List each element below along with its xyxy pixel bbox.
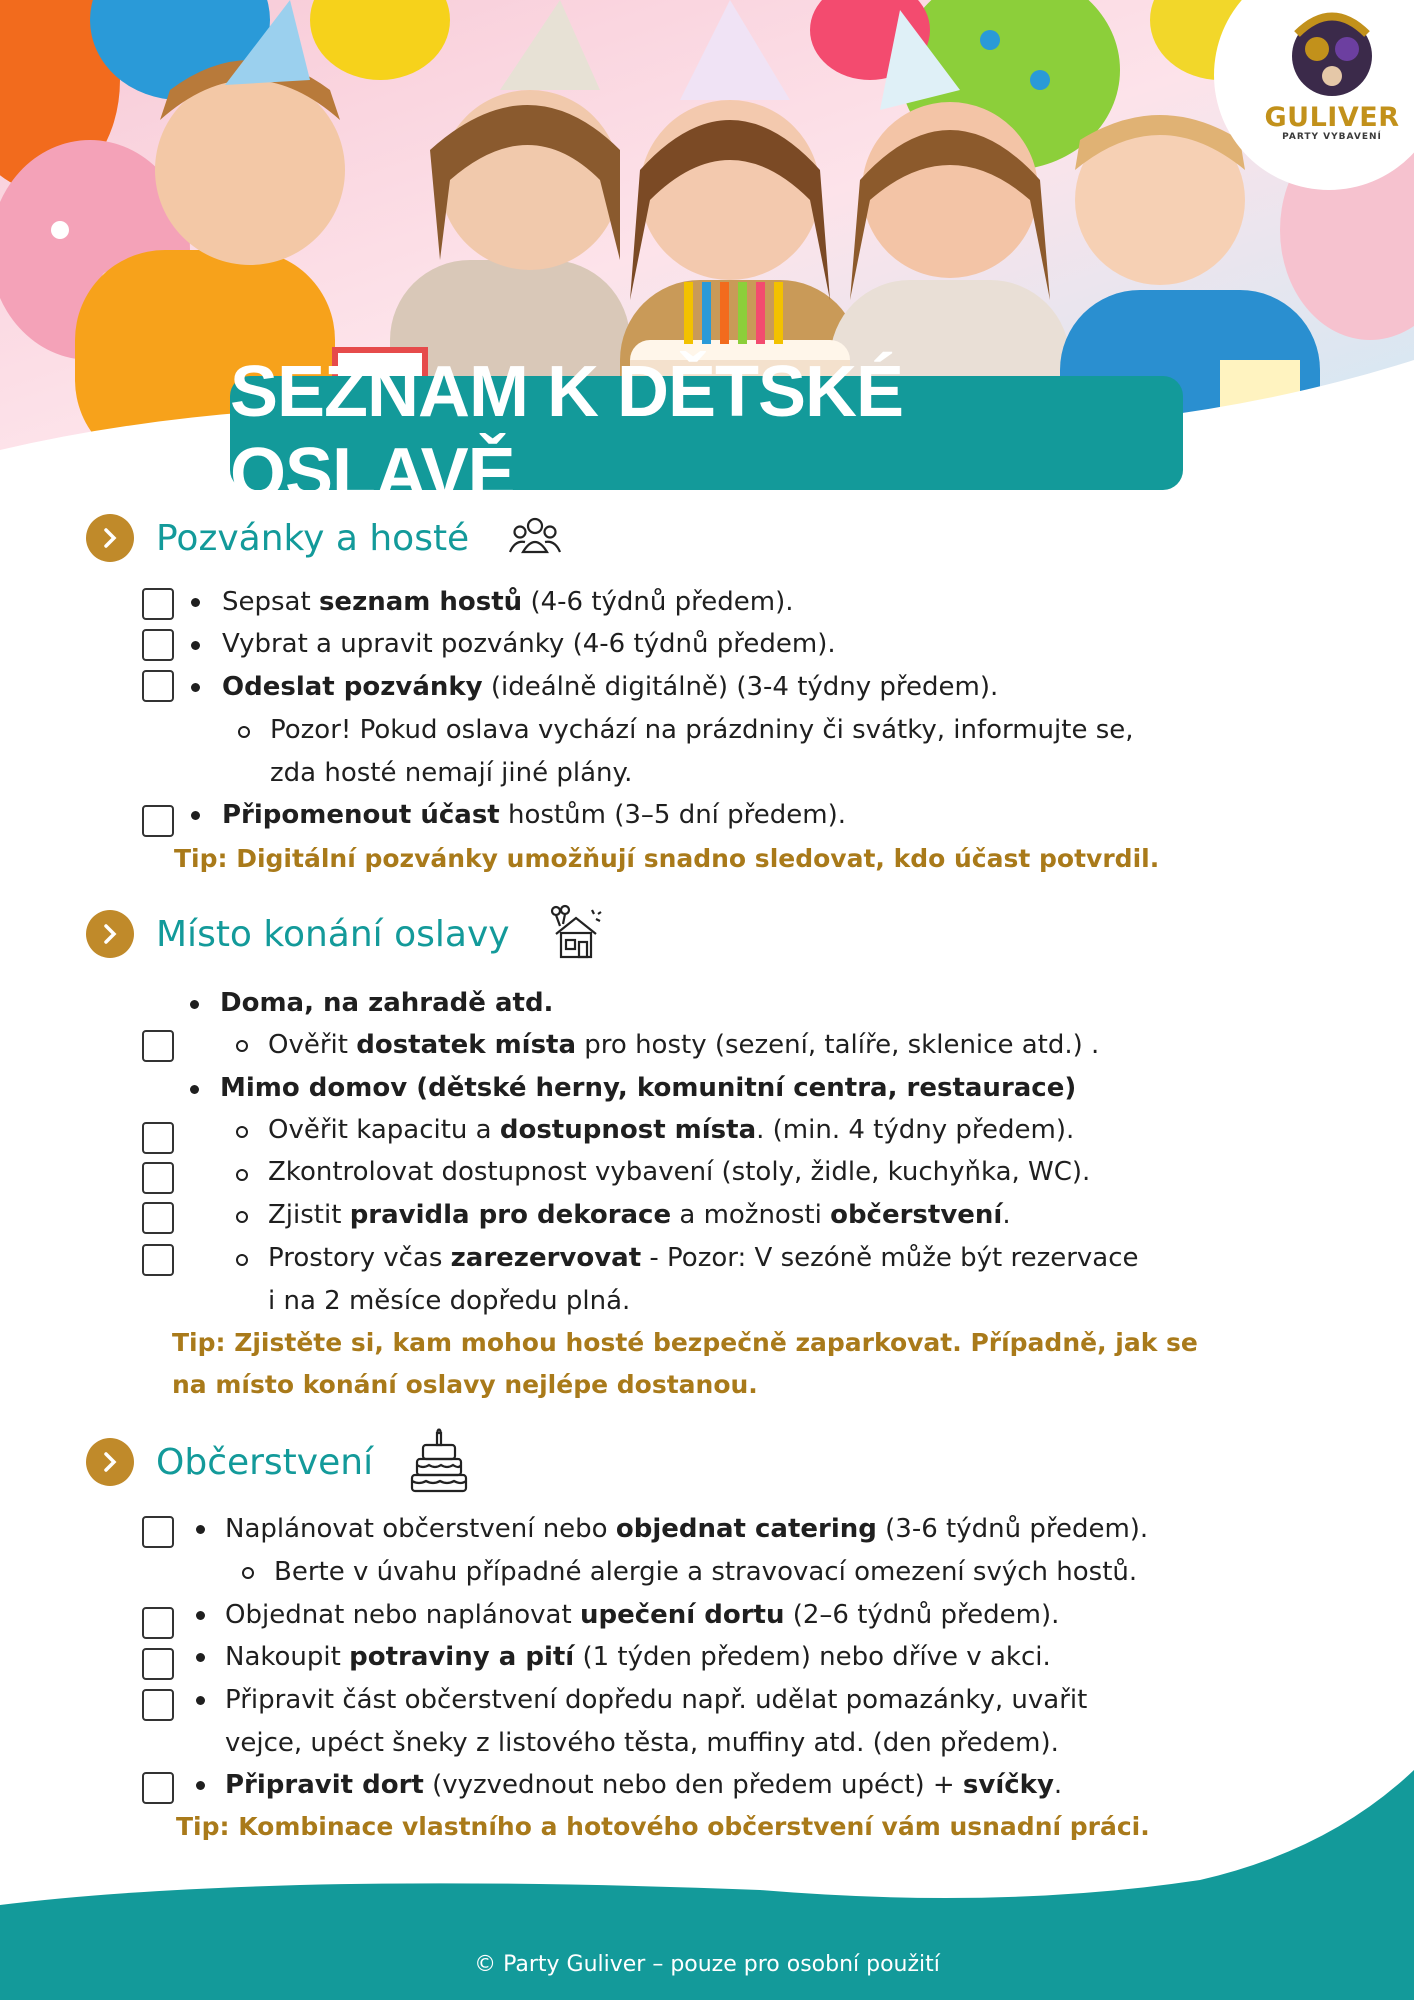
brand-logo[interactable] [1262,4,1402,154]
list-item: i na 2 měsíce dopředu plná. [268,1286,631,1316]
list-item: Prostory včas zarezervovat - Pozor: V sezóně může být rezervace [268,1243,1139,1273]
list-item: Zkontrolovat dostupnost vybavení (stoly, židle, kuchyňka, WC). [268,1157,1091,1187]
list-item: Vybrat a upravit pozvánky (4-6 týdnů předem). [222,629,836,659]
checkbox-remind-guests[interactable] [142,805,174,837]
page-title: SEZNAM K DĚTSKÉ OSLAVĚ [230,352,904,514]
sub-bullet [238,726,250,738]
party-house-icon [546,904,606,964]
checkbox-cake-order[interactable] [142,1607,174,1639]
bullet [196,1611,205,1620]
section-title: Pozvánky a hosté [156,517,470,559]
checkbox-reserve[interactable] [142,1244,174,1276]
list-item: Mimo domov (dětské herny, komunitní centra, restaurace) [220,1073,1077,1103]
tip-text: Tip: Zjistěte si, kam mohou hosté bezpečně zaparkovat. Případně, jak se [172,1328,1198,1357]
bullet [196,1525,205,1534]
checkbox-invitations-design[interactable] [142,629,174,661]
checkbox-send-invitations[interactable] [142,670,174,702]
list-item: Objednat nebo naplánovat upečení dortu (2–6 týdnů předem). [225,1600,1060,1630]
chevron-right-icon [86,910,134,958]
section-header-venue [86,904,606,964]
checkbox-space-check[interactable] [142,1030,174,1062]
list-item: zda hosté nemají jiné plány. [270,758,633,788]
list-item: Ověřit kapacitu a dostupnost místa. (min. 4 týdny předem). [268,1115,1075,1145]
section-title: Místo konání oslavy [156,913,510,955]
brand-tagline: PARTY VYBAVENÍ [1282,132,1382,142]
bullet [191,683,200,692]
sub-bullet [236,1211,248,1223]
people-icon [505,508,565,568]
checkbox-equipment[interactable] [142,1162,174,1194]
section-header-refreshments [86,1432,469,1492]
list-item: Doma, na zahradě atd. [220,988,554,1018]
section-header-invitations [86,508,565,568]
chevron-right-icon [86,514,134,562]
list-item: Nakoupit potraviny a pití (1 týden předem) nebo dříve v akci. [225,1642,1051,1672]
checkbox-decoration-rules[interactable] [142,1202,174,1234]
bullet [190,1000,199,1009]
list-item: Ověřit dostatek místa pro hosty (sezení, talíře, sklenice atd.) . [268,1030,1100,1060]
cake-icon [409,1427,469,1497]
sub-bullet [236,1040,248,1052]
bullet [191,598,200,607]
chevron-right-icon [86,1438,134,1486]
bullet [191,641,200,650]
checkbox-guest-list[interactable] [142,588,174,620]
list-item: Připomenout účast hostům (3–5 dní předem). [222,800,847,830]
bullet [196,1696,205,1705]
list-item: Pozor! Pokud oslava vychází na prázdniny či svátky, informujte se, [270,715,1134,745]
footer-copyright: © Party Guliver – pouze pro osobní použití [474,1952,940,1977]
bullet [190,1085,199,1094]
list-item: vejce, upéct šneky z listového těsta, muffiny atd. (den předem). [225,1728,1059,1758]
section-title: Občerstvení [156,1441,374,1483]
jester-logo-icon [1277,4,1387,104]
sub-bullet [236,1126,248,1138]
bullet [196,1653,205,1662]
tip-text: Tip: Digitální pozvánky umožňují snadno sledovat, kdo účast potvrdil. [174,844,1160,873]
brand-name: GULIVER [1264,102,1400,133]
list-item: Odeslat pozvánky (ideálně digitálně) (3-4 týdny předem). [222,672,999,702]
bullet [191,811,200,820]
sub-bullet [242,1567,254,1579]
list-item: Sepsat seznam hostů (4-6 týdnů předem). [222,587,794,617]
title-banner [230,352,1183,514]
list-item: Naplánovat občerstvení nebo objednat catering (3-6 týdnů předem). [225,1514,1149,1544]
list-item: Zjistit pravidla pro dekorace a možnosti občerstvení. [268,1200,1011,1230]
list-item: Připravit část občerstvení dopředu např. udělat pomazánky, uvařit [225,1685,1088,1715]
sub-bullet [236,1169,248,1181]
checkbox-groceries[interactable] [142,1648,174,1680]
checkbox-prepare-food[interactable] [142,1689,174,1721]
list-item: Berte v úvahu případné alergie a stravovací omezení svých hostů. [274,1557,1138,1587]
checkbox-capacity[interactable] [142,1122,174,1154]
checkbox-catering[interactable] [142,1516,174,1548]
list-item: Připravit dort (vyzvednout nebo den předem upéct) + svíčky. [225,1770,1063,1800]
sub-bullet [236,1254,248,1266]
tip-text: na místo konání oslavy nejlépe dostanou. [172,1370,758,1399]
tip-text: Tip: Kombinace vlastního a hotového občerstvení vám usnadní práci. [176,1812,1150,1841]
